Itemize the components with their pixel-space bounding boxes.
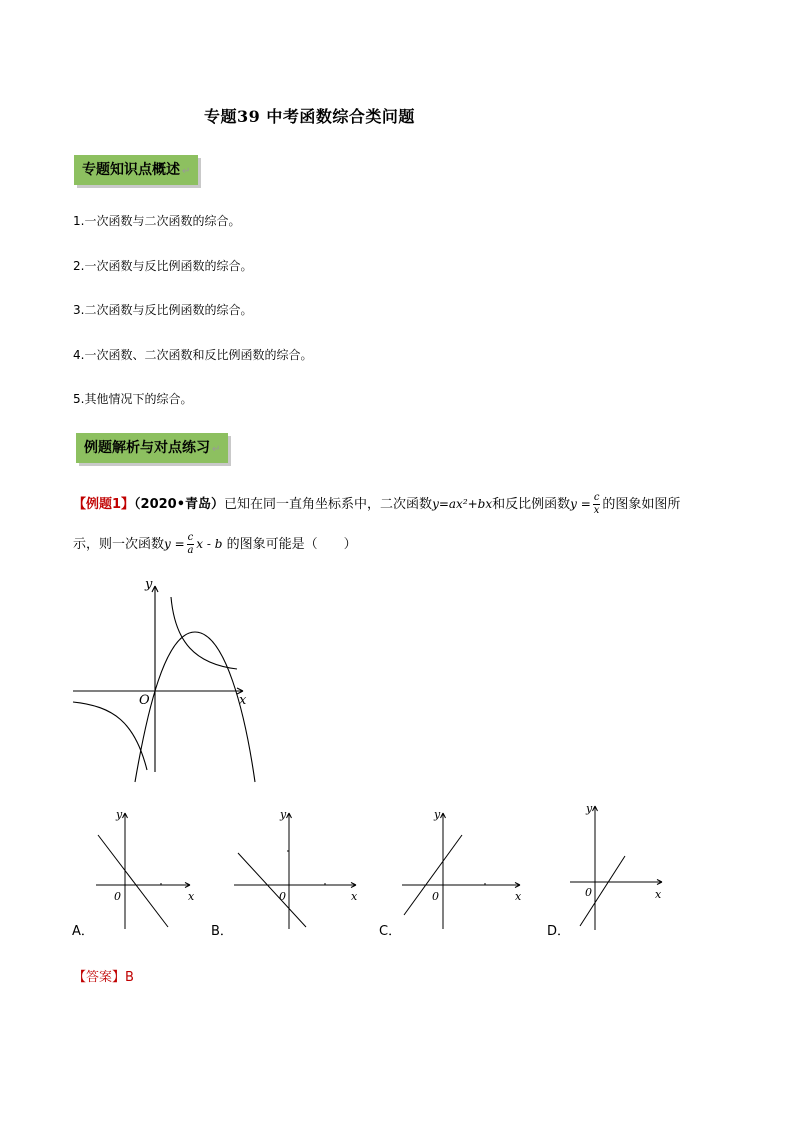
- y-axis-label: y: [586, 802, 593, 815]
- fraction-c-over-a: [187, 533, 195, 556]
- option-d-label[interactable]: D．: [547, 924, 571, 939]
- hyperbola-branch-lower: [73, 702, 147, 770]
- x-axis-label: x: [515, 890, 522, 903]
- list-item: 2.一次函数与反比例函数的综合。: [73, 259, 253, 273]
- question-text: 的图象如图所: [602, 497, 681, 512]
- answer-tag: 【答案】: [73, 970, 126, 985]
- question-text: 和反比例函数: [492, 497, 571, 512]
- option-a-graph: [92, 805, 202, 933]
- question-line-2: [73, 533, 357, 556]
- option-b-label[interactable]: B．: [211, 924, 233, 939]
- formula-inverse-lhs: y =: [570, 497, 591, 511]
- option-c-graph: [398, 805, 528, 933]
- list-item: 5.其他情况下的综合。: [73, 392, 193, 406]
- section-heading-examples-label: 例题解析与对点练习: [84, 440, 210, 456]
- paragraph-mark-icon: ↵: [212, 444, 221, 455]
- origin-label: 0: [279, 890, 286, 903]
- y-axis-label: y: [434, 808, 441, 821]
- option-line: [98, 835, 168, 927]
- fraction-numerator: c: [187, 532, 194, 543]
- option-a-label[interactable]: A．: [72, 924, 94, 939]
- fraction-denominator: a: [187, 545, 194, 556]
- origin-label: 0: [432, 890, 439, 903]
- y-axis-label: y: [145, 577, 153, 592]
- question-text: 示，则一次函数: [73, 537, 165, 552]
- x-axis-label: x: [239, 693, 247, 708]
- origin-label: O: [139, 693, 150, 708]
- y-axis-label: y: [116, 808, 123, 821]
- question-tag: 【例题1】: [73, 497, 135, 512]
- option-line: [404, 835, 462, 915]
- fraction-numerator: c: [593, 492, 600, 503]
- page-title: 专题39 中考函数综合类问题: [204, 107, 415, 126]
- main-function-graph: [65, 572, 270, 787]
- answer-value: B: [125, 970, 134, 985]
- option-d-graph: [566, 800, 671, 933]
- section-heading-overview: [74, 155, 198, 185]
- question-source: （2020•青岛）: [134, 497, 225, 512]
- list-item: 3.二次函数与反比例函数的综合。: [73, 303, 253, 317]
- list-item: 1.一次函数与二次函数的综合。: [73, 214, 241, 228]
- origin-label: 0: [114, 890, 121, 903]
- x-axis-label: x: [351, 890, 358, 903]
- answer-line: [73, 966, 134, 985]
- option-b-graph: [230, 805, 365, 933]
- fraction-denominator: x: [593, 505, 600, 516]
- option-line: [238, 853, 306, 927]
- y-axis-label: y: [280, 808, 287, 821]
- question-text: 的图象可能是（ ）: [226, 537, 357, 552]
- x-axis-label: x: [188, 890, 195, 903]
- section-heading-overview-label: 专题知识点概述: [82, 162, 180, 178]
- origin-label: 0: [585, 886, 592, 899]
- formula-linear-lhs: y =: [164, 537, 185, 551]
- hyperbola-branch-upper: [171, 597, 237, 669]
- parabola-curve: [135, 632, 255, 782]
- fraction-c-over-x: [593, 493, 601, 516]
- formula-quadratic: y=ax²+bx: [432, 497, 493, 511]
- option-c-label[interactable]: C．: [379, 924, 402, 939]
- section-heading-examples: [76, 433, 228, 463]
- question-line-1: [73, 493, 680, 516]
- question-text: 已知在同一直角坐标系中，二次函数: [224, 497, 433, 512]
- paragraph-mark-icon: ↵: [182, 166, 191, 177]
- list-item: 4.一次函数、二次函数和反比例函数的综合。: [73, 348, 313, 362]
- formula-linear-rhs: x - b: [196, 537, 223, 551]
- x-axis-label: x: [655, 888, 662, 901]
